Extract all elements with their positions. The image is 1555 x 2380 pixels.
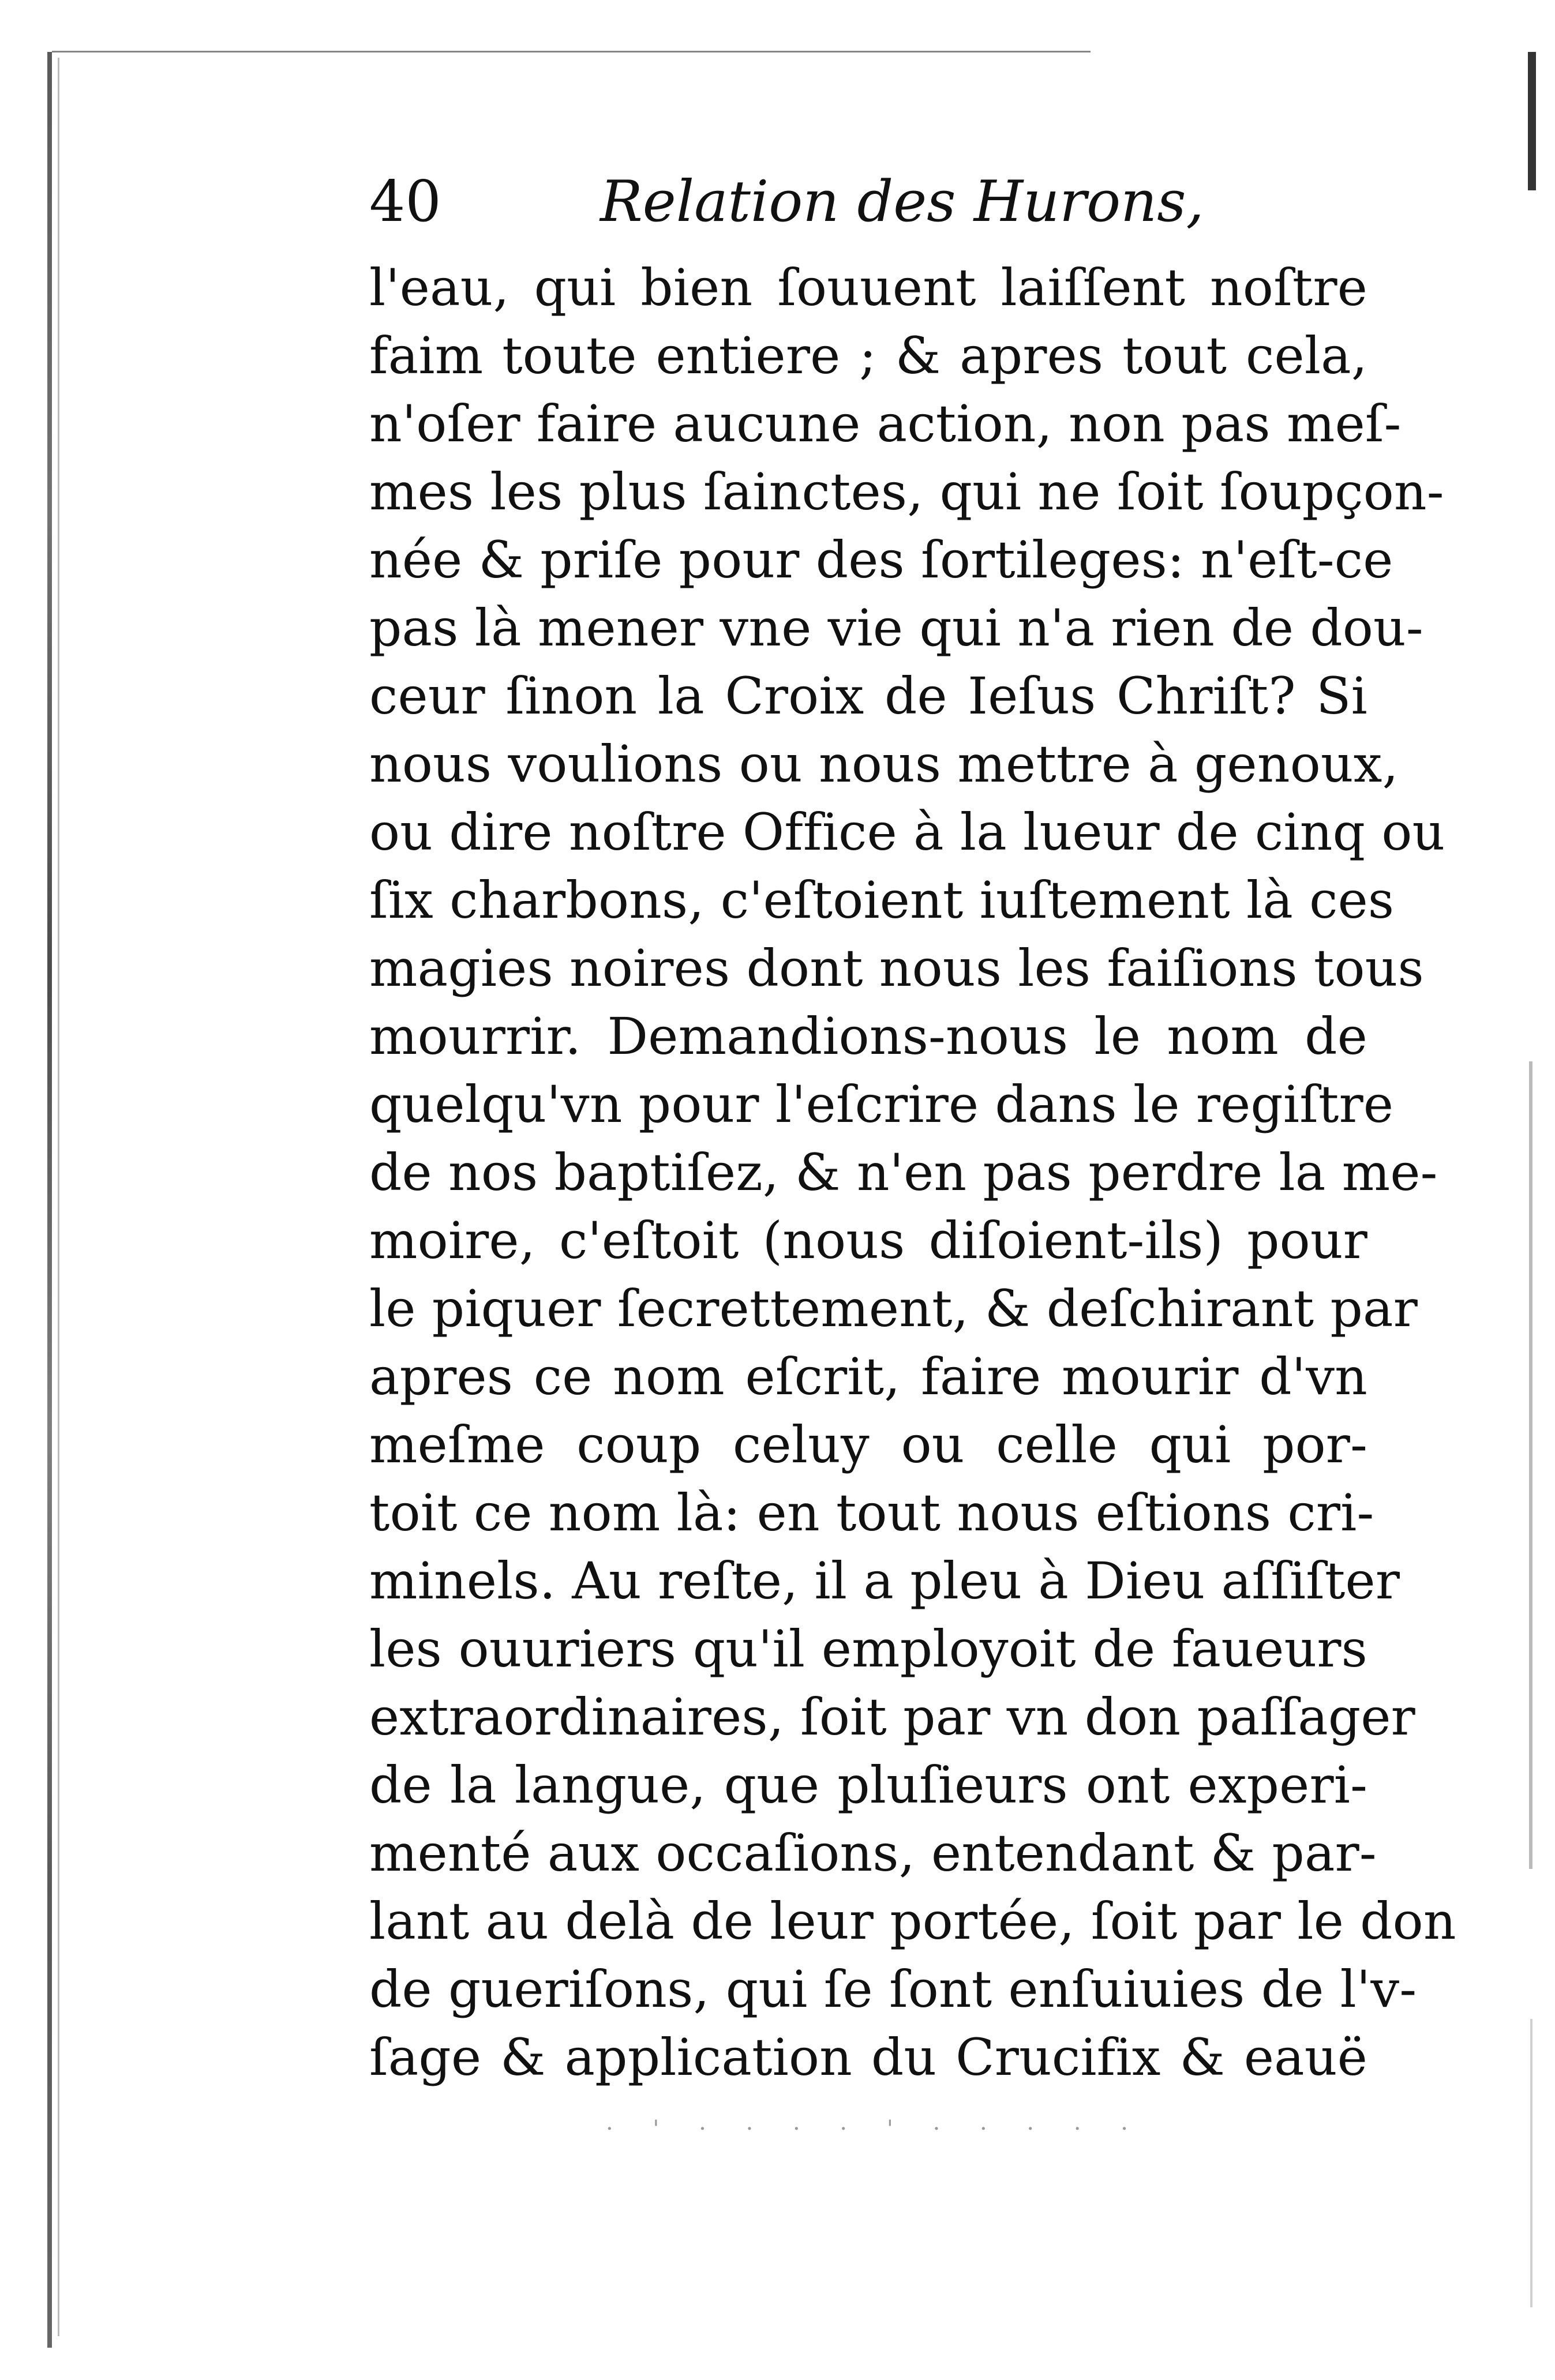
text-line: menté aux occaſions, entendant & par- — [369, 1823, 1377, 1883]
text-line: ceur ſinon la Croix de Ieſus Chriſt? Si — [369, 666, 1367, 726]
text-line: l'eau, qui bien ſouuent laiſſent noſtre — [369, 258, 1367, 317]
body-text — [369, 254, 1456, 2092]
page-header — [369, 159, 1385, 245]
text-line: de la langue, que pluſieurs ont experi- — [369, 1755, 1367, 1815]
text-line: moire, c'eſtoit (nous diſoient-ils) pour — [369, 1211, 1367, 1270]
scan-edge-right-bottom — [1530, 2019, 1532, 2307]
text-line: extraordinaires, ſoit par vn don paſſager — [369, 1687, 1415, 1747]
text-line: née & priſe pour des ſortileges: n'eſt-ce — [369, 530, 1393, 590]
text-line: ſix charbons, c'eſtoient iuſtement là ces — [369, 870, 1395, 930]
scan-edge-right-top — [1528, 52, 1536, 190]
text-line: ſage & application du Crucifix & eauë — [369, 2028, 1367, 2087]
text-line: magies noires dont nous les faiſions tous — [369, 939, 1424, 998]
text-line: mes les plus ſainctes, qui ne ſoit ſoupçon- — [369, 462, 1444, 521]
page-number: 40 — [369, 169, 441, 235]
text-line: nous voulions ou nous mettre à genoux, — [369, 734, 1399, 794]
scan-edge-left — [47, 52, 52, 2348]
text-line: meſme coup celuy ou celle qui por- — [369, 1415, 1367, 1474]
scan-edge-left-inner — [58, 58, 59, 2336]
text-line: lant au delà de leur portée, ſoit par le don — [369, 1891, 1456, 1951]
text-line: quelqu'vn pour l'eſcrire dans le regiſtre — [369, 1075, 1394, 1134]
text-line: de gueriſons, qui ſe ſont enſuiuies de l'v- — [369, 1959, 1417, 2019]
ink-bleed-artifacts: · ' · · · · ' · · · · · — [606, 2116, 1145, 2142]
text-line: n'oſer faire aucune action, non pas meſ- — [369, 394, 1402, 453]
text-line: les ouuriers qu'il employoit de faueurs — [369, 1619, 1367, 1679]
text-line: de nos baptiſez, & n'en pas perdre la me- — [369, 1143, 1438, 1202]
text-line: faim toute entiere ; & apres tout cela, — [369, 326, 1367, 385]
text-line: minels. Au reſte, il a pleu à Dieu aſſiſter — [369, 1551, 1400, 1611]
text-line: mourrir. Demandions-nous le nom de — [369, 1007, 1367, 1066]
text-line: le piquer ſecrettement, & deſchirant par — [369, 1279, 1418, 1338]
scan-edge-right-middle — [1529, 1061, 1532, 1869]
text-line: pas là mener vne vie qui n'a rien de dou- — [369, 598, 1423, 658]
text-line: ou dire noſtre Office à la lueur de cinq ou — [369, 802, 1445, 862]
text-line: apres ce nom eſcrit, faire mourir d'vn — [369, 1347, 1367, 1406]
running-title: Relation des Hurons, — [600, 169, 1204, 235]
text-line: toit ce nom là: en tout nous eſtions cri- — [369, 1483, 1374, 1542]
scan-edge-top — [52, 51, 1091, 52]
